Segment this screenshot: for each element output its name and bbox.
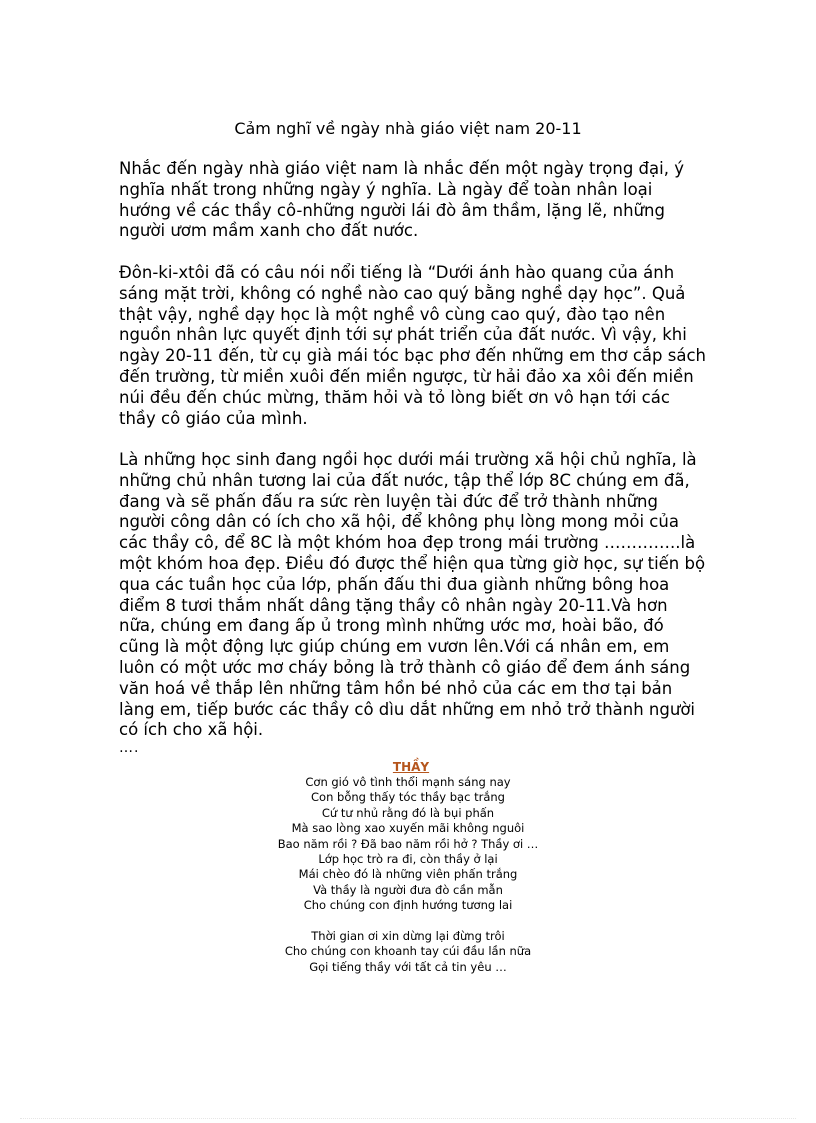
poem-line: Và thầy là người đưa đò cần mẫn (313, 882, 503, 897)
poem-line: Cứ tư nhủ rằng đó là bụi phấn (321, 805, 495, 820)
poem-line: Lớp học trò ra đi, còn thầy ở lại (318, 851, 498, 866)
poem-line: Thời gian ơi xin dừng lại đừng trôi (311, 928, 505, 943)
text-line: qua các tuần học của lớp, phấn đấu thi đua giành những bông hoa (119, 574, 670, 594)
poem (0, 760, 816, 975)
poem-line: Cho chúng con định hướng tương lai (303, 898, 513, 913)
text-line: văn hoá về thắp lên những tâm hồn bé nhỏ của các em thơ tại bản (119, 678, 673, 698)
poem-line: Mà sao lòng xao xuyến mãi không nguôi (291, 821, 525, 836)
text-line: Đôn-ki-xtôi đã có câu nói nổi tiếng là “Dưới ánh hào quang của ánh (119, 263, 675, 282)
poem-title: THẦY (392, 760, 430, 774)
page-bottom-border (20, 1118, 796, 1119)
text-line: người ươm mầm xanh cho đất nước. (119, 221, 419, 241)
text-line: nữa, chúng em đang ấp ủ trong mình những ước mơ, hoài bão, đó (119, 616, 664, 636)
paragraph-intro (119, 159, 704, 242)
text-line: ngày 20-11 đến, từ cụ già mái tóc bạc phơ đến những em thơ cắp sách (119, 346, 706, 366)
text-line: cũng là một động lực giúp chúng em vươn lên.Với cá nhân em, em (119, 637, 670, 657)
text-line: Là những học sinh đang ngồi học dưới mái trường xã hội chủ nghĩa, là (119, 450, 697, 469)
text-line: làng em, tiếp bước các thầy cô dìu dắt những em nhỏ trở thành người (119, 699, 696, 719)
text-line: nghĩa nhất trong những ngày ý nghĩa. Là ngày để toàn nhân loại (119, 179, 653, 199)
poem-line: Mái chèo đó là những viên phấn trắng (298, 867, 518, 882)
text-line: người công dân có ích cho xã hội, để không phụ lòng mong mỏi của (119, 512, 679, 532)
poem-line: Cho chúng con khoanh tay cúi đầu lần nữa (284, 944, 532, 959)
text-line: một khóm hoa đẹp. Điều đó được thể hiện qua từng giờ học, sự tiến bộ (119, 553, 706, 573)
text-line: đến trường, từ miền xuôi đến miền ngược, từ hải đảo xa xôi đến miền (119, 366, 694, 386)
text-line: đang và sẽ phấn đấu ra sức rèn luyện tài đức để trở thành những (119, 491, 658, 511)
poem-line: Bao năm rồi ? Đã bao năm rồi hở ? Thầy ơi … (277, 836, 539, 851)
text-line: sáng mặt trời, không có nghề nào cao quý bằng nghề dạy học”. Quả (119, 283, 686, 303)
text-line: các thầy cô, để 8C là một khóm hoa đẹp trong mái trường …………..là (119, 533, 696, 553)
paragraph-quote (119, 263, 704, 429)
text-line: có ích cho xã hội. (119, 720, 264, 740)
text-line: Nhắc đến ngày nhà giáo việt nam là nhắc đến một ngày trọng đại, ý (119, 159, 684, 178)
stanza-break (0, 914, 816, 929)
ellipsis-marker: …. (119, 740, 140, 756)
text-line: thật vậy, nghề dạy học là một nghề vô cùng cao quý, đào tạo nên (119, 304, 666, 324)
poem-line: Gọi tiếng thầy với tất cả tin yêu … (309, 959, 507, 974)
text-line: những chủ nhân tương lai của đất nước, tập thể lớp 8C chúng em đã, (119, 470, 690, 490)
text-line: luôn có một ước mơ cháy bỏng là trở thành cô giáo để đem ánh sáng (119, 657, 691, 677)
text-line: núi đều đến chúc mừng, thăm hỏi và tỏ lòng biết ơn vô hạn tới các (119, 387, 670, 407)
paragraph-class (119, 450, 704, 741)
text-line: điểm 8 tươi thắm nhất dâng tặng thầy cô nhân ngày 20-11.Và hơn (119, 595, 668, 615)
page-title: Cảm nghĩ về ngày nhà giáo việt nam 20-11 (234, 119, 582, 138)
text-line: nguồn nhân lực quyết định tới sự phát triển của đất nước. Vì vậy, khi (119, 325, 687, 345)
poem-line: Cơn gió vô tình thổi mạnh sáng nay (305, 775, 511, 789)
text-line: hướng về các thầy cô-những người lái đò âm thầm, lặng lẽ, những (119, 200, 665, 220)
poem-line: Con bỗng thấy tóc thầy bạc trắng (311, 790, 505, 805)
text-line: thầy cô giáo của mình. (119, 408, 308, 428)
